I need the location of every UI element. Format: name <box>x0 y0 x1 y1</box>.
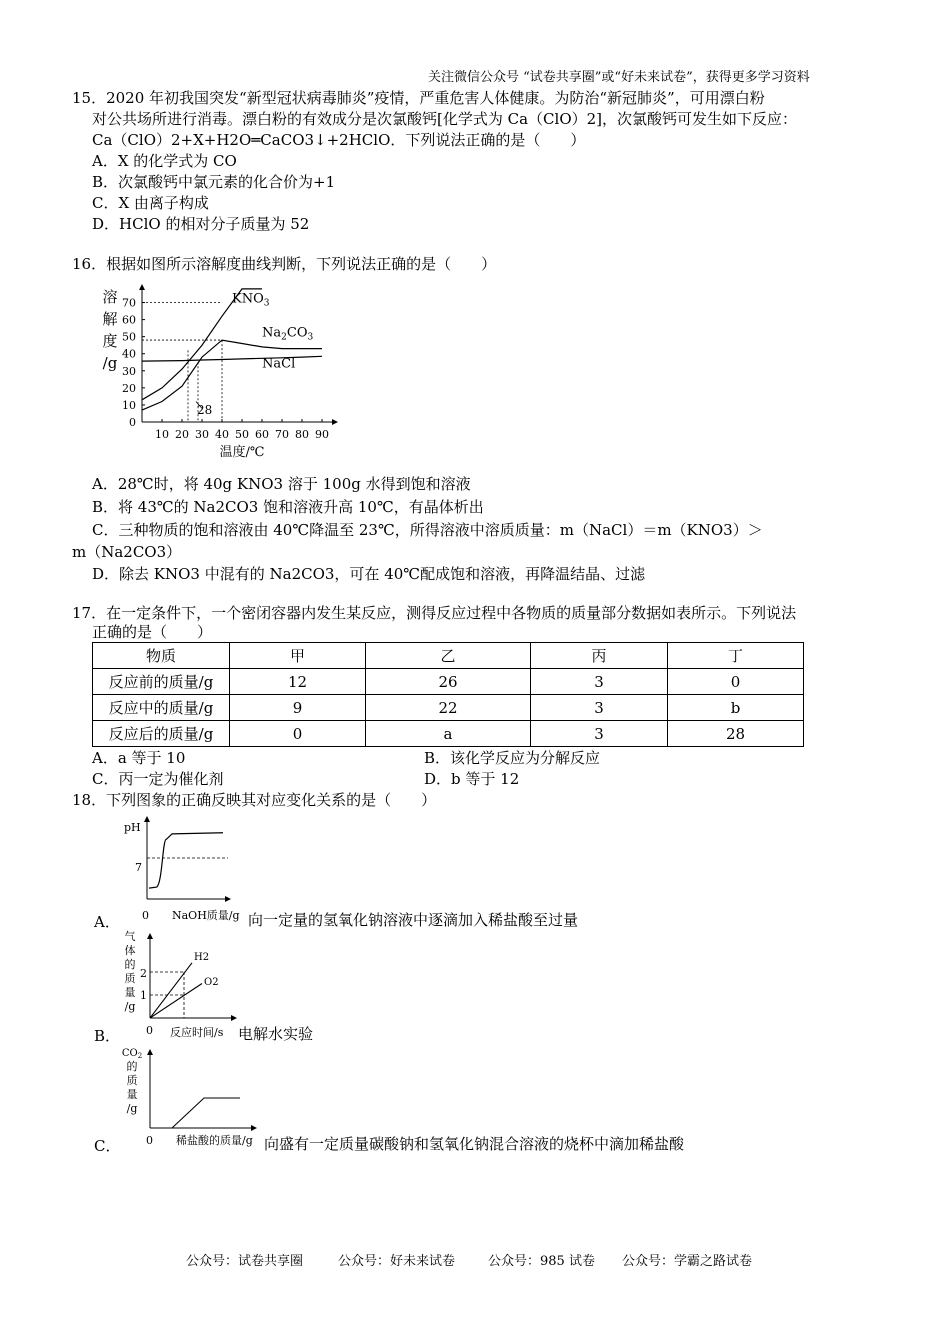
q16-legend-Na2CO3: $Na_2CO_3$ <box>262 325 314 343</box>
q18-c-text: 向盛有一定质量碳酸钠和氢氧化钠混合溶液的烧杯中滴加稀盐酸 <box>264 1135 685 1153</box>
table-row <box>93 669 804 695</box>
q16-x-tick: 60 <box>255 428 269 441</box>
q18-c-origin: 0 <box>146 1134 153 1147</box>
q16-y-tick: 20 <box>122 381 136 395</box>
q16-option-a: A．28℃时，将 40g KNO3 溶于 100g 水得到饱和溶液 <box>92 475 471 493</box>
q18-a-seven-label: 7 <box>135 861 142 874</box>
table-cell: a <box>366 721 531 747</box>
table-cell: 3 <box>531 695 668 721</box>
q18-b-origin: 0 <box>146 1024 153 1037</box>
q16-x-tick: 20 <box>175 428 189 441</box>
q16-option-b: B．将 43℃的 Na2CO3 饱和溶液升高 10℃，有晶体析出 <box>92 498 484 516</box>
q17-option-a: A．a 等于 10 <box>92 749 186 767</box>
q16-annotation-28: 28 <box>197 403 213 417</box>
footer-item: 公众号：学霸之路试卷 <box>622 1254 753 1269</box>
q16-y-tick: 30 <box>122 364 136 378</box>
q18-b-tick-2: 2 <box>140 967 147 980</box>
q18-b-y-label: 气 <box>124 930 136 943</box>
q16-series-Na2CO3 <box>142 340 322 410</box>
q16-y-tick: 50 <box>122 330 136 344</box>
table-cell: 9 <box>230 695 366 721</box>
q16-y-tick: 40 <box>122 347 136 361</box>
q16-x-tick: 70 <box>275 428 289 441</box>
q16-x-tick: 50 <box>235 428 249 441</box>
q18-b-x-label: 反应时间/s <box>170 1026 224 1039</box>
table-cell: 3 <box>531 721 668 747</box>
solubility-chart <box>96 282 356 462</box>
q16-legend-NaCl: NaCl <box>262 356 296 372</box>
q15-line1: 15．2020 年初我国突发“新型冠状病毒肺炎”疫情，严重危害人体健康。为防治“新冠肺炎”，可用漂白粉 <box>72 89 765 107</box>
q18-b-y-label: 体 <box>124 944 136 957</box>
q18-c-co2-chart <box>118 1046 264 1150</box>
q16-y-axis-label: 解 <box>102 310 118 328</box>
table-cell: 22 <box>366 695 531 721</box>
table-cell: 26 <box>366 669 531 695</box>
q18-b-o2-line <box>150 984 202 1019</box>
table-row <box>93 721 804 747</box>
q18-c-y-label: 量 <box>126 1088 138 1101</box>
q18-c-y-label: 质 <box>126 1074 138 1087</box>
q17-option-b: B．该化学反应为分解反应 <box>424 749 601 767</box>
q16-y-tick: 10 <box>122 398 136 412</box>
q18-stem: 18．下列图象的正确反映其对应变化关系的是（ ） <box>72 791 437 809</box>
q16-option-c-cont: m（Na2CO3） <box>72 543 182 561</box>
q18-b-y-label: 质 <box>124 972 136 985</box>
q16-y-arrow <box>139 284 145 290</box>
footer-item: 公众号：好未来试卷 <box>338 1254 456 1269</box>
table-header-cell: 物质 <box>93 643 230 669</box>
q18-b-h2-line <box>150 963 192 1018</box>
q16-x-axis-label: 温度/℃ <box>219 445 265 460</box>
table-cell: 反应中的质量/g <box>93 695 230 721</box>
table-header-cell: 丁 <box>668 643 804 669</box>
table-row <box>93 695 804 721</box>
table-header-row <box>93 643 804 669</box>
q18-c-co2-line <box>160 1098 240 1128</box>
q18-c-y-label: 的 <box>126 1060 138 1073</box>
q16-x-tick: 90 <box>315 428 329 441</box>
q18-c-y-label: $CO_2$ <box>121 1048 143 1060</box>
q15-option-b: B．次氯酸钙中氯元素的化合价为+1 <box>92 173 336 191</box>
table-cell: 28 <box>668 721 804 747</box>
footer-item: 公众号：试卷共享圈 <box>186 1254 304 1269</box>
q18-b-h2-label: H2 <box>194 952 210 963</box>
q16-x-arrow <box>332 419 338 425</box>
q18-b-y-label: 的 <box>124 958 136 971</box>
q18-c-label: C． <box>94 1137 121 1155</box>
table-cell: 0 <box>668 669 804 695</box>
q16-x-tick: 40 <box>215 428 229 441</box>
footer-item: 公众号：985 试卷 <box>488 1254 595 1269</box>
q18-a-y-label: pH <box>124 821 141 834</box>
q17-line2: 正确的是（ ） <box>92 623 213 641</box>
q17-line1: 17．在一定条件下，一个密闭容器内发生某反应，测得反应过程中各物质的质量部分数据如表所示。下列说法 <box>72 604 797 622</box>
table-cell: 3 <box>531 669 668 695</box>
q16-y-tick: 0 <box>129 416 136 429</box>
q16-option-d: D．除去 KNO3 中混有的 Na2CO3，可在 40℃配成饱和溶液，再降温结晶、过滤 <box>92 565 646 583</box>
q16-x-tick: 30 <box>195 428 209 441</box>
table-cell: 反应后的质量/g <box>93 721 230 747</box>
q18-a-label: A． <box>94 913 120 931</box>
table-cell: 反应前的质量/g <box>93 669 230 695</box>
header-note: 关注微信公众号 “试卷共享圈”或“好未来试卷”，获得更多学习资料 <box>428 70 810 85</box>
q17-option-c: C．丙一定为催化剂 <box>92 770 224 788</box>
q16-x-tick: 80 <box>295 428 309 441</box>
q18-c-x-label: 稀盐酸的质量/g <box>176 1134 253 1147</box>
q18-b-y-label: /g <box>124 1000 136 1013</box>
q16-y-axis-label: /g <box>102 354 118 372</box>
q16-stem: 16．根据如图所示溶解度曲线判断，下列说法正确的是（ ） <box>72 255 497 273</box>
q18-a-ph-curve <box>149 833 223 888</box>
q18-a-x-label: NaOH质量/g <box>172 909 240 922</box>
table-cell: b <box>668 695 804 721</box>
q16-y-axis-label: 溶 <box>102 288 118 306</box>
table-cell: 0 <box>230 721 366 747</box>
table-header-cell: 丙 <box>531 643 668 669</box>
q16-y-tick: 70 <box>122 296 136 310</box>
q18-a-ph-chart <box>118 815 248 930</box>
q16-y-tick: 60 <box>122 313 136 327</box>
q18-b-text: 电解水实验 <box>238 1025 314 1043</box>
q18-b-label: B． <box>94 1027 121 1045</box>
q16-y-axis-label: 度 <box>102 332 118 350</box>
q16-option-c: C．三种物质的饱和溶液由 40℃降温至 23℃，所得溶液中溶质质量：m（NaCl）＝m（KNO3）＞ <box>92 521 763 539</box>
q15-line2: 对公共场所进行消毒。漂白粉的有效成分是次氯酸钙[化学式为 Ca（ClO）2]，次氯酸钙可发生如下反应： <box>92 110 798 128</box>
table-header-cell: 乙 <box>366 643 531 669</box>
table-cell: 12 <box>230 669 366 695</box>
q18-a-origin: 0 <box>142 909 149 922</box>
q15-line3: Ca（ClO）2+X+H2O═CaCO3↓+2HClO．下列说法正确的是（ ） <box>92 131 586 149</box>
q16-legend-KNO3: $KNO_3$ <box>232 291 270 309</box>
q18-c-y-label: /g <box>126 1102 138 1115</box>
q17-option-d: D．b 等于 12 <box>424 770 520 788</box>
q17-mass-table <box>92 642 804 747</box>
q18-b-o2-label: O2 <box>204 977 219 988</box>
q15-option-d: D．HClO 的相对分子质量为 52 <box>92 215 310 233</box>
q15-option-c: C．X 由离子构成 <box>92 194 209 212</box>
q18-b-tick-1: 1 <box>140 989 147 1002</box>
q18-a-text: 向一定量的氢氧化钠溶液中逐滴加入稀盐酸至过量 <box>248 911 579 929</box>
q18-b-y-label: 量 <box>124 986 136 999</box>
q15-option-a: A．X 的化学式为 CO <box>92 152 237 170</box>
table-header-cell: 甲 <box>230 643 366 669</box>
q16-x-tick: 10 <box>155 428 169 441</box>
q18-b-electrolysis-chart <box>118 928 240 1046</box>
